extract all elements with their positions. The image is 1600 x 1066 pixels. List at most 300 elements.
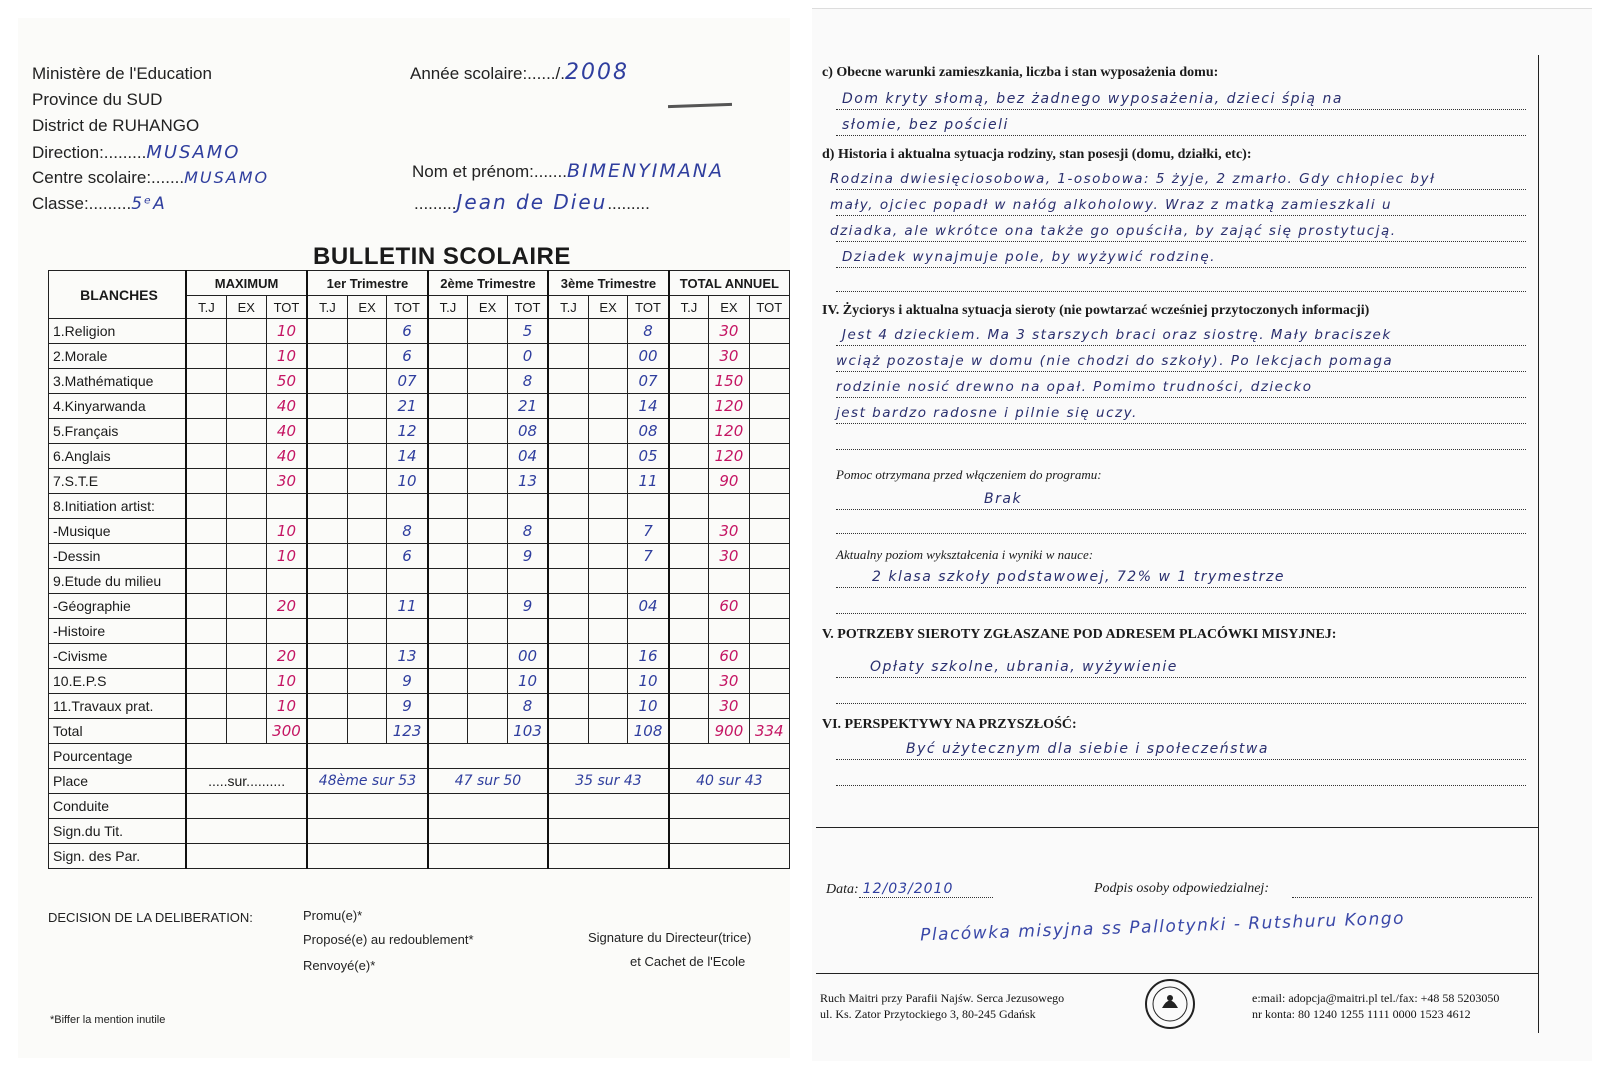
grade-cell: 120 — [709, 444, 749, 469]
answer-line — [836, 703, 1526, 704]
grade-cell — [548, 494, 588, 519]
pen-stroke — [668, 103, 732, 108]
answer-line — [836, 371, 1526, 372]
grade-cell — [548, 594, 588, 619]
grade-cell: 20 — [266, 644, 307, 669]
grade-cell: 30 — [709, 319, 749, 344]
grade-cell — [507, 569, 548, 594]
subject-label: 2.Morale — [49, 344, 186, 369]
grade-cell — [468, 344, 508, 369]
grade-cell — [307, 369, 347, 394]
deliberation-label: DECISION DE LA DELIBERATION: — [48, 910, 253, 925]
grade-cell: 08 — [628, 419, 669, 444]
sign-tit-row-cell — [307, 819, 428, 844]
grade-cell — [588, 519, 628, 544]
answer-line — [836, 423, 1526, 424]
grade-cell — [186, 394, 226, 419]
grade-cell — [347, 544, 387, 569]
grade-cell — [226, 494, 266, 519]
section-v-title: V. POTRZEBY SIEROTY ZGŁASZANE POD ADRESEM PLACÓWKI MISYJNEJ: — [822, 627, 1337, 642]
grade-cell — [669, 694, 709, 719]
grade-cell — [548, 569, 588, 594]
section-iv-title: IV. Życiorys i aktualna sytuacja sieroty (nie powtarzać wcześniej przytoczonych informacji) — [822, 303, 1370, 318]
grade-cell: 10 — [628, 669, 669, 694]
subject-label: 4.Kinyarwanda — [49, 394, 186, 419]
subject-label: Total — [49, 719, 186, 744]
answer-line — [836, 109, 1526, 110]
footer-divider — [816, 973, 1538, 974]
grade-cell — [669, 619, 709, 644]
table-row — [49, 469, 790, 494]
grade-cell — [588, 394, 628, 419]
subject-label: -Musique — [49, 519, 186, 544]
grade-cell — [749, 494, 789, 519]
section-d-answer-3: dziadka, ale wkrótce ona także go opuściła, by zająć się prostytucją. — [830, 223, 1397, 239]
pourcentage-row-label: Pourcentage — [49, 744, 186, 769]
grade-cell: 10 — [266, 544, 307, 569]
ministry-label: Ministère de l'Education — [32, 64, 212, 83]
subject-label: 9.Etude du milieu — [49, 569, 186, 594]
grade-cell — [669, 494, 709, 519]
grade-cell — [347, 644, 387, 669]
subject-label: 6.Anglais — [49, 444, 186, 469]
grade-cell — [347, 569, 387, 594]
grade-cell — [507, 619, 548, 644]
grade-cell — [468, 644, 508, 669]
grade-cell — [548, 444, 588, 469]
subject-label: 11.Travaux prat. — [49, 694, 186, 719]
answer-line — [836, 291, 1526, 292]
sign-tit-row-label: Sign.du Tit. — [49, 819, 186, 844]
subheader-tot: TOT — [507, 296, 548, 319]
table-row — [49, 419, 790, 444]
grade-cell — [226, 669, 266, 694]
grade-cell — [588, 594, 628, 619]
subject-label: -Géographie — [49, 594, 186, 619]
grade-cell: 05 — [628, 444, 669, 469]
grade-cell — [347, 319, 387, 344]
grade-cell: 6 — [387, 544, 428, 569]
grade-cell — [468, 319, 508, 344]
subheader-tj: T.J — [186, 296, 226, 319]
section-d-answer-2: mały, ojciec popadł w nałóg alkoholowy. Wraz z matką zamieszkali u — [830, 197, 1392, 213]
grade-cell — [226, 544, 266, 569]
grade-cell — [588, 694, 628, 719]
answer-line — [836, 587, 1526, 588]
grade-cell — [468, 494, 508, 519]
grade-cell — [669, 419, 709, 444]
grade-cell — [226, 344, 266, 369]
grade-cell: 11 — [628, 469, 669, 494]
grade-cell — [347, 469, 387, 494]
sign-par-row-cell — [307, 844, 428, 869]
grade-cell — [387, 569, 428, 594]
grade-cell — [468, 469, 508, 494]
nom-field — [412, 160, 724, 182]
grade-cell — [548, 419, 588, 444]
grade-cell — [468, 694, 508, 719]
grade-cell — [347, 369, 387, 394]
place-row-cell: .....sur.......... — [186, 769, 307, 794]
grade-cell — [548, 369, 588, 394]
grade-cell — [307, 444, 347, 469]
grade-cell — [347, 494, 387, 519]
sign-par-row-cell — [186, 844, 307, 869]
grade-cell — [749, 444, 789, 469]
subheader-ex: EX — [709, 296, 749, 319]
grade-cell — [186, 719, 226, 744]
grade-cell — [307, 644, 347, 669]
district-label: District de RUHANGO — [32, 116, 200, 135]
grade-cell — [749, 544, 789, 569]
grade-cell: 6 — [387, 344, 428, 369]
grade-cell — [428, 494, 468, 519]
subheader-tot: TOT — [749, 296, 789, 319]
annee-label: Année scolaire:....../. — [410, 64, 565, 83]
grade-cell — [307, 544, 347, 569]
conduite-row-cell — [186, 794, 307, 819]
subheader-tot: TOT — [628, 296, 669, 319]
grade-cell — [588, 444, 628, 469]
school-report-card — [18, 18, 790, 1058]
grade-cell — [669, 394, 709, 419]
grade-cell: 8 — [507, 694, 548, 719]
classe-field — [32, 194, 167, 214]
answer-line — [836, 189, 1526, 190]
grade-cell — [749, 619, 789, 644]
place-row-cell: 47 sur 50 — [428, 769, 549, 794]
maitri-seal-icon — [1145, 979, 1195, 1029]
subject-label: 5.Français — [49, 419, 186, 444]
grade-cell — [226, 519, 266, 544]
grade-cell — [548, 669, 588, 694]
sign-par-row-label: Sign. des Par. — [49, 844, 186, 869]
subject-label: -Dessin — [49, 544, 186, 569]
grade-cell — [307, 694, 347, 719]
section-c-title: c) Obecne warunki zamieszkania, liczba i stan wyposażenia domu: — [822, 65, 1219, 80]
grade-cell — [628, 569, 669, 594]
poziom-value: 2 klasa szkoły podstawowej, 72% w 1 trymestrze — [872, 569, 1286, 585]
grade-cell — [588, 469, 628, 494]
subject-label: 7.S.T.E — [49, 469, 186, 494]
grade-cell: 7 — [628, 544, 669, 569]
grade-cell: 30 — [709, 694, 749, 719]
section-c-answer-1: Dom kryty słomą, bez żadnego wyposażenia, dzieci śpią na — [842, 91, 1343, 107]
header-trimestre-3: 3ème Trimestre — [548, 271, 669, 296]
podpis-value: Placówka misyjna ss Pallotynki - Rutshuru Kongo — [919, 908, 1406, 946]
grade-cell: 10 — [266, 669, 307, 694]
grade-cell — [226, 319, 266, 344]
grade-cell — [186, 344, 226, 369]
grade-cell: 120 — [709, 394, 749, 419]
data-field — [826, 881, 993, 898]
grade-cell: 300 — [266, 719, 307, 744]
grade-cell — [226, 694, 266, 719]
table-row — [49, 344, 790, 369]
grade-cell — [347, 694, 387, 719]
grade-cell — [186, 644, 226, 669]
grade-cell — [749, 644, 789, 669]
classe-label: Classe:......... — [32, 194, 132, 213]
grade-cell: 60 — [709, 594, 749, 619]
grade-cell — [347, 444, 387, 469]
grade-cell — [186, 669, 226, 694]
grade-cell: 21 — [387, 394, 428, 419]
grade-cell — [669, 544, 709, 569]
grade-cell — [588, 494, 628, 519]
grade-cell: 04 — [507, 444, 548, 469]
answer-line — [836, 241, 1526, 242]
subheader-tot: TOT — [387, 296, 428, 319]
grade-cell — [307, 469, 347, 494]
poziom-label: Aktualny poziom wykształcenia i wyniki w nauce: — [836, 547, 1094, 562]
grade-cell: 9 — [387, 694, 428, 719]
grade-cell: 10 — [507, 669, 548, 694]
grade-cell — [428, 469, 468, 494]
grade-cell — [749, 344, 789, 369]
subject-label: 10.E.P.S — [49, 669, 186, 694]
grade-cell: 30 — [709, 669, 749, 694]
grade-cell — [749, 669, 789, 694]
grade-cell: 04 — [628, 594, 669, 619]
grade-cell — [588, 344, 628, 369]
grade-cell — [307, 619, 347, 644]
grade-cell — [307, 394, 347, 419]
sign-tit-row-cell — [428, 819, 549, 844]
grade-cell — [226, 469, 266, 494]
grade-cell — [588, 419, 628, 444]
grade-cell — [468, 369, 508, 394]
grade-cell: 900 — [709, 719, 749, 744]
sign-par-row-cell — [548, 844, 669, 869]
grade-cell — [347, 344, 387, 369]
grade-cell: 30 — [266, 469, 307, 494]
section-c-answer-2: słomie, bez pościeli — [842, 117, 1009, 133]
grade-cell: 13 — [387, 644, 428, 669]
grade-cell: 14 — [387, 444, 428, 469]
grade-cell: 90 — [709, 469, 749, 494]
answer-line — [836, 785, 1526, 786]
grade-cell — [186, 419, 226, 444]
grade-cell — [669, 444, 709, 469]
grade-cell — [548, 344, 588, 369]
answer-line — [836, 135, 1526, 136]
renvoye-option: Renvoyé(e)* — [303, 958, 376, 973]
section-iv-answer-4: jest bardzo radosne i pilnie się uczy. — [836, 405, 1138, 421]
grade-cell — [588, 719, 628, 744]
answer-line — [836, 509, 1526, 510]
section-vi-title: VI. PERSPEKTYWY NA PRZYSZŁOŚĆ: — [822, 717, 1077, 732]
grade-cell: 6 — [387, 319, 428, 344]
grade-cell: 10 — [266, 344, 307, 369]
direction-field — [32, 142, 240, 163]
answer-line — [836, 533, 1526, 534]
section-iv-answer-2: wciąż pozostaje w domu (nie chodzi do szkoły). Po lekcjach pomaga — [836, 353, 1394, 369]
divider — [816, 827, 1538, 828]
centre-field — [32, 168, 269, 188]
footer-org: Ruch Maitri przy Parafii Najśw. Serca Jezusowego — [820, 991, 1065, 1005]
table-row — [49, 719, 790, 744]
grade-cell: 13 — [507, 469, 548, 494]
grade-cell: 9 — [507, 594, 548, 619]
grade-cell — [307, 669, 347, 694]
grade-cell — [307, 319, 347, 344]
grade-cell — [468, 619, 508, 644]
subheader-tj: T.J — [307, 296, 347, 319]
pomoc-value: Brak — [984, 491, 1023, 507]
grade-cell — [307, 569, 347, 594]
sign-par-row — [49, 844, 790, 869]
grade-cell — [186, 544, 226, 569]
grade-cell: 21 — [507, 394, 548, 419]
answer-line — [836, 215, 1526, 216]
grade-cell: 00 — [628, 344, 669, 369]
grade-cell: 40 — [266, 394, 307, 419]
pourcentage-row-cell — [186, 744, 307, 769]
grade-cell: 108 — [628, 719, 669, 744]
grade-cell — [669, 594, 709, 619]
answer-line — [836, 677, 1526, 678]
grade-cell — [347, 394, 387, 419]
grade-cell: 20 — [266, 594, 307, 619]
grade-cell — [307, 419, 347, 444]
grade-cell — [266, 569, 307, 594]
place-row-cell: 35 sur 43 — [548, 769, 669, 794]
data-label: Data: — [826, 882, 859, 897]
centre-label: Centre scolaire:....... — [32, 168, 185, 187]
section-iv-answer-1: Jest 4 dzieckiem. Ma 3 starszych braci oraz siostrę. Mały braciszek — [842, 327, 1392, 343]
grade-cell — [749, 694, 789, 719]
grade-cell — [428, 619, 468, 644]
grade-cell — [588, 569, 628, 594]
section-d-answer-4: Dziadek wynajmuje pole, by wyżywić rodzinę. — [842, 249, 1216, 265]
grade-cell — [226, 419, 266, 444]
direction-value: MUSAMO — [146, 142, 241, 163]
grade-cell — [749, 569, 789, 594]
grade-cell: 7 — [628, 519, 669, 544]
grade-cell — [468, 394, 508, 419]
footer-konto: nr konta: 80 1240 1255 1111 0000 1523 4612 — [1252, 1007, 1471, 1021]
grade-cell — [226, 369, 266, 394]
grade-cell — [749, 594, 789, 619]
grade-cell — [468, 544, 508, 569]
footer-email: e:mail: adopcja@maitri.pl tel./fax: +48 58 5203050 — [1252, 991, 1500, 1005]
centre-value: MUSAMO — [184, 168, 270, 187]
nom-label: Nom et prénom:....... — [412, 162, 567, 181]
grade-cell: 08 — [507, 419, 548, 444]
conduite-row-cell — [669, 794, 790, 819]
table-row — [49, 544, 790, 569]
subheader-ex: EX — [588, 296, 628, 319]
subject-label: -Civisme — [49, 644, 186, 669]
grade-cell: 60 — [709, 644, 749, 669]
grade-cell — [548, 694, 588, 719]
section-v-answer: Opłaty szkolne, ubrania, wyżywienie — [870, 659, 1178, 675]
answer-line — [836, 397, 1526, 398]
table-row — [49, 394, 790, 419]
nom-line-2: .........Jean de Dieu......... — [414, 190, 650, 214]
header-trimestre-1: 1er Trimestre — [307, 271, 428, 296]
subheader-tj: T.J — [548, 296, 588, 319]
grade-cell — [669, 719, 709, 744]
grade-cell — [507, 494, 548, 519]
grade-cell: 40 — [266, 444, 307, 469]
grade-cell — [669, 344, 709, 369]
table-row — [49, 319, 790, 344]
grade-cell: 103 — [507, 719, 548, 744]
table-row — [49, 694, 790, 719]
grade-cell: 120 — [709, 419, 749, 444]
conduite-row-cell — [428, 794, 549, 819]
grade-cell — [628, 619, 669, 644]
grade-cell: 11 — [387, 594, 428, 619]
grade-cell — [428, 569, 468, 594]
grade-cell — [266, 494, 307, 519]
pourcentage-row-cell — [428, 744, 549, 769]
grade-cell: 00 — [507, 644, 548, 669]
nom-value-2: Jean de Dieu — [456, 190, 608, 214]
place-row — [49, 769, 790, 794]
sign-par-row-cell — [669, 844, 790, 869]
grade-cell — [186, 469, 226, 494]
grade-cell — [186, 319, 226, 344]
podpis-line — [1292, 897, 1532, 898]
propose-option: Proposé(e) au redoublement* — [303, 932, 474, 947]
data-value: 12/03/2010 — [859, 881, 994, 898]
conduite-row-cell — [548, 794, 669, 819]
grade-cell — [428, 344, 468, 369]
grade-cell — [709, 569, 749, 594]
grade-cell — [428, 694, 468, 719]
grade-cell — [186, 519, 226, 544]
grade-cell: 12 — [387, 419, 428, 444]
subheader-ex: EX — [347, 296, 387, 319]
grade-cell — [347, 419, 387, 444]
place-row-cell: 40 sur 43 — [669, 769, 790, 794]
grade-cell — [347, 719, 387, 744]
province-label: Province du SUD — [32, 90, 163, 109]
grade-cell — [226, 394, 266, 419]
grade-cell — [628, 494, 669, 519]
grade-cell — [347, 619, 387, 644]
grade-cell — [749, 469, 789, 494]
annee-value: 2008 — [564, 60, 629, 85]
grade-cell — [347, 669, 387, 694]
grade-cell — [226, 594, 266, 619]
sign-tit-row-cell — [186, 819, 307, 844]
orphan-form — [812, 8, 1592, 1061]
classe-value: 5ᵉA — [131, 194, 167, 214]
grade-cell — [548, 619, 588, 644]
direction-label: Direction:......... — [32, 143, 147, 162]
header-trimestre-2: 2ème Trimestre — [428, 271, 549, 296]
subheader-tot: TOT — [266, 296, 307, 319]
grade-cell: 8 — [507, 369, 548, 394]
answer-line — [836, 759, 1526, 760]
section-vi-answer: Być użytecznym dla siebie i społeczeństwa — [906, 741, 1269, 757]
grade-cell — [428, 594, 468, 619]
grade-cell — [749, 419, 789, 444]
sign-par-row-cell — [428, 844, 549, 869]
grade-cell — [468, 594, 508, 619]
grade-cell — [186, 444, 226, 469]
header-maximum: MAXIMUM — [186, 271, 307, 296]
grade-cell — [186, 369, 226, 394]
grade-cell — [468, 669, 508, 694]
subheader-ex: EX — [468, 296, 508, 319]
grade-cell — [347, 594, 387, 619]
grade-cell — [548, 319, 588, 344]
